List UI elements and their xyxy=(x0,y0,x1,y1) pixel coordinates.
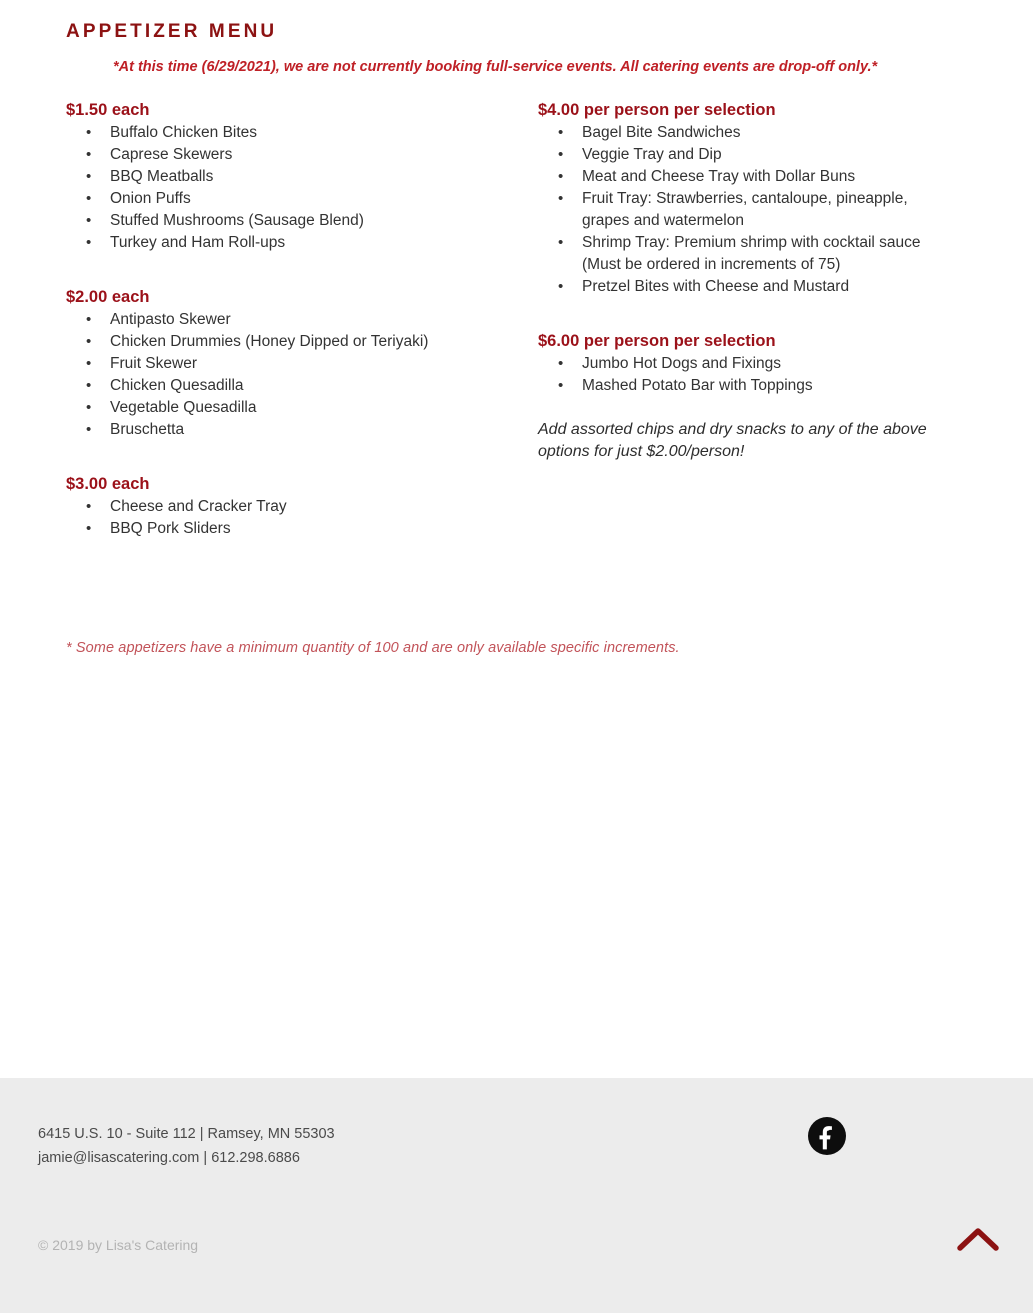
price-group xyxy=(66,474,516,540)
chevron-up-icon xyxy=(955,1222,1001,1256)
menu-item: • Meat and Cheese Tray with Dollar Buns xyxy=(570,166,958,188)
price-heading: $1.50 each xyxy=(66,101,150,119)
site-footer xyxy=(0,1078,1033,1313)
section-spacer xyxy=(538,298,958,331)
menu-item: • Pretzel Bites with Cheese and Mustard xyxy=(570,276,958,298)
menu-item: • Veggie Tray and Dip xyxy=(570,144,958,166)
price-heading: $2.00 each xyxy=(66,288,150,306)
menu-item-list xyxy=(66,122,516,254)
price-group xyxy=(538,100,958,298)
menu-item: • BBQ Meatballs xyxy=(98,166,516,188)
menu-item: • Chicken Drummies (Honey Dipped or Teriyaki) xyxy=(98,331,516,353)
price-group xyxy=(66,287,516,441)
menu-item: • Fruit Skewer xyxy=(98,353,516,375)
section-spacer xyxy=(66,254,516,287)
price-heading: $6.00 per person per selection xyxy=(538,332,776,350)
menu-item: • Bagel Bite Sandwiches xyxy=(570,122,958,144)
price-group xyxy=(538,331,958,397)
footer-address: 6415 U.S. 10 - Suite 112 | Ramsey, MN 55303 xyxy=(38,1126,335,1142)
menu-item: • BBQ Pork Sliders xyxy=(98,518,516,540)
menu-item: • Onion Puffs xyxy=(98,188,516,210)
menu-item: • Chicken Quesadilla xyxy=(98,375,516,397)
social-links xyxy=(808,1117,853,1162)
menu-item: • Vegetable Quesadilla xyxy=(98,397,516,419)
menu-item: • Caprese Skewers xyxy=(98,144,516,166)
price-heading: $3.00 each xyxy=(66,475,150,493)
menu-item-list xyxy=(538,353,958,397)
menu-item: • Cheese and Cracker Tray xyxy=(98,496,516,518)
menu-column-right xyxy=(538,100,958,463)
menu-footnote: * Some appetizers have a minimum quantity of 100 and are only available specific increments. xyxy=(66,640,680,656)
back-to-top-button[interactable] xyxy=(955,1222,1001,1256)
menu-item: • Turkey and Ham Roll-ups xyxy=(98,232,516,254)
menu-item: • Buffalo Chicken Bites xyxy=(98,122,516,144)
menu-item-list xyxy=(538,122,958,298)
footer-contact: jamie@lisascatering.com | 612.298.6886 xyxy=(38,1150,300,1166)
menu-item: • Antipasto Skewer xyxy=(98,309,516,331)
menu-item: • Stuffed Mushrooms (Sausage Blend) xyxy=(98,210,516,232)
service-notice: *At this time (6/29/2021), we are not currently booking full-service events. All catering events are drop-off only.* xyxy=(113,59,878,75)
menu-item: • Bruschetta xyxy=(98,419,516,441)
price-heading: $4.00 per person per selection xyxy=(538,101,776,119)
menu-item: • Jumbo Hot Dogs and Fixings xyxy=(570,353,958,375)
price-group xyxy=(66,100,516,254)
footer-copyright: © 2019 by Lisa's Catering xyxy=(38,1237,199,1253)
menu-item: • Mashed Potato Bar with Toppings xyxy=(570,375,958,397)
section-spacer xyxy=(66,441,516,474)
menu-item: • Shrimp Tray: Premium shrimp with cocktail sauce (Must be ordered in increments of 75) xyxy=(570,232,958,276)
page-title: APPETIZER MENU xyxy=(66,21,278,42)
menu-item-list xyxy=(66,309,516,441)
facebook-icon[interactable] xyxy=(808,1117,846,1155)
menu-item: • Fruit Tray: Strawberries, cantaloupe, pineapple, grapes and watermelon xyxy=(570,188,958,232)
addon-note: Add assorted chips and dry snacks to any of the above options for just $2.00/person! xyxy=(538,421,927,460)
menu-item-list xyxy=(66,496,516,540)
menu-column-left xyxy=(66,100,516,540)
